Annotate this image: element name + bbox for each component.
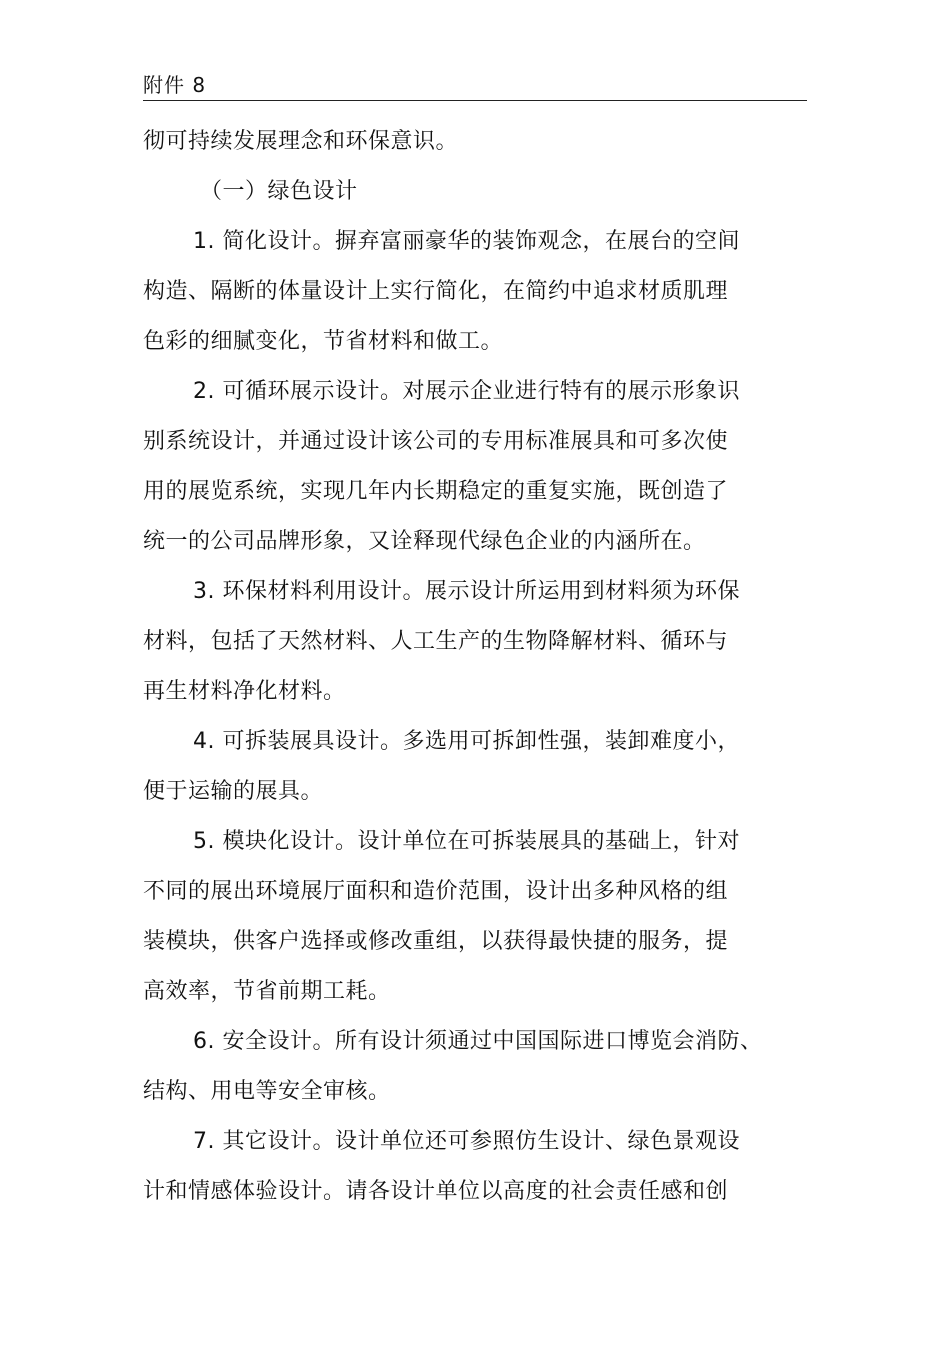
text-line: 彻可持续发展理念和环保意识。 [143,129,459,154]
text-line: 3. 环保材料利用设计。展示设计所运用到材料须为环保 [193,579,740,604]
text-line: 统一的公司品牌形象，又诠释现代绿色企业的内涵所在。 [143,529,706,554]
text-line: 7. 其它设计。设计单位还可参照仿生设计、绿色景观设 [193,1129,740,1154]
attachment-label: 附件 8 [143,73,207,97]
text-line: 材料，包括了天然材料、人工生产的生物降解材料、循环与 [143,629,729,654]
text-line: 色彩的细腻变化，节省材料和做工。 [143,329,504,354]
text-line: 2. 可循环展示设计。对展示企业进行特有的展示形象识 [193,379,740,404]
text-line: 构造、隔断的体量设计上实行简化，在简约中追求材质肌理 [143,279,729,304]
text-line: 别系统设计，并通过设计该公司的专用标准展具和可多次使 [143,429,729,454]
text-line: 便于运输的展具。 [143,779,324,804]
text-line: 高效率，节省前期工耗。 [143,979,391,1004]
text-line: 装模块，供客户选择或修改重组，以获得最快捷的服务，提 [143,929,729,954]
page-header [143,70,807,101]
text-line: 计和情感体验设计。请各设计单位以高度的社会责任感和创 [143,1179,729,1204]
text-line: 用的展览系统，实现几年内长期稳定的重复实施，既创造了 [143,479,729,504]
text-line: 5. 模块化设计。设计单位在可拆装展具的基础上，针对 [193,829,740,854]
text-line: 不同的展出环境展厅面积和造价范围，设计出多种风格的组 [143,879,729,904]
text-line: 结构、用电等安全审核。 [143,1079,391,1104]
section-heading: （一）绿色设计 [200,179,358,204]
text-line: 6. 安全设计。所有设计须通过中国国际进口博览会消防、 [193,1029,763,1054]
text-line: 4. 可拆装展具设计。多选用可拆卸性强，装卸难度小， [193,729,740,754]
text-line: 1. 简化设计。摒弃富丽豪华的装饰观念，在展台的空间 [193,229,740,254]
text-line: 再生材料净化材料。 [143,679,346,704]
